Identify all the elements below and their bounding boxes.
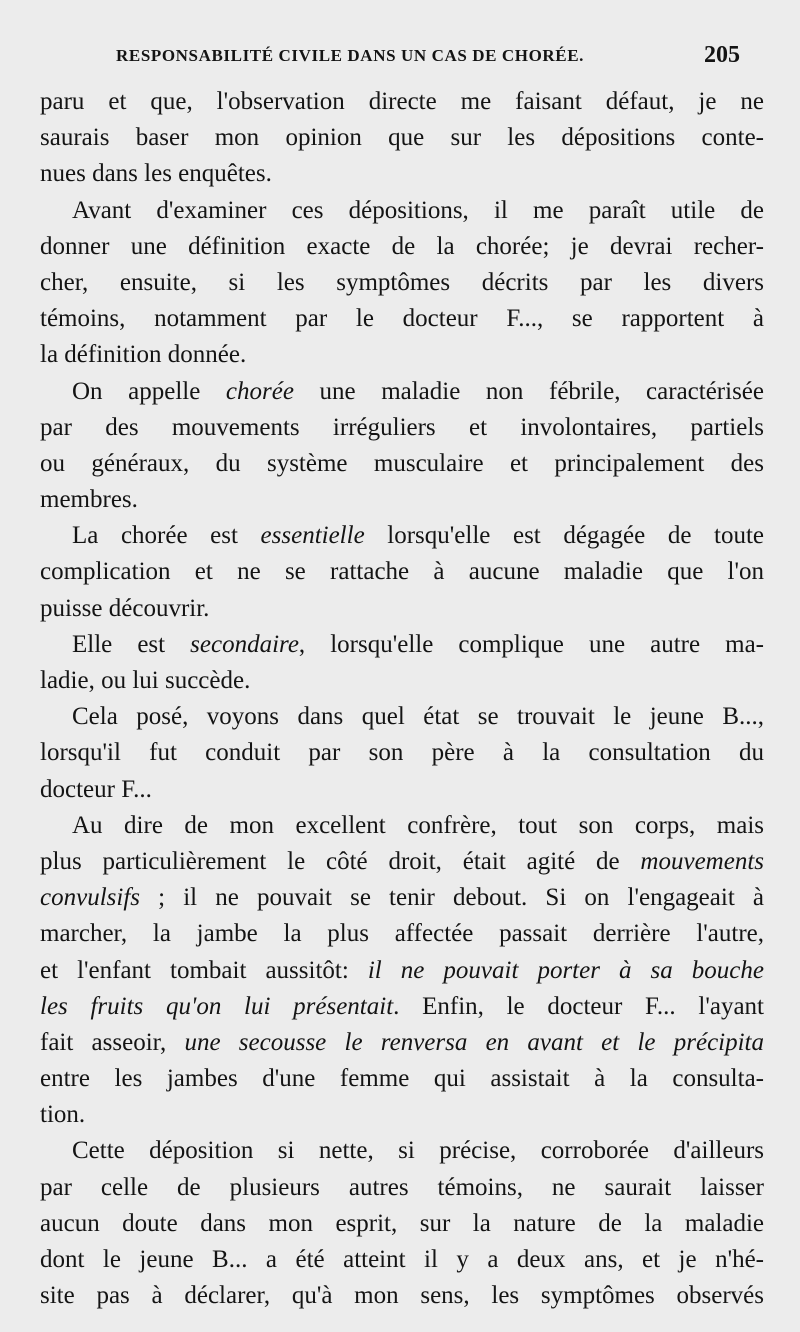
text-line: et l'enfant tombait aussitôt: il ne pouvait porter à sa bouche [40,956,764,984]
text-line: paru et que, l'observation directe me faisant défaut, je ne [40,88,764,115]
text-line: cher, ensuite, si les symptômes décrits par les divers [40,268,764,296]
running-title: RESPONSABILITÉ CIVILE DANS UN CAS DE CHORÉE. [116,46,585,65]
text-line: dont le jeune B... a été atteint il y a deux ans, et je n'hé- [40,1246,764,1273]
text-line: entre les jambes d'une femme qui assistait à la consulta- [40,1065,764,1093]
text-line: puisse découvrir. [40,594,210,622]
text-line: donner une définition exacte de la chorée; je devrai recher- [40,232,764,260]
text-line: lorsqu'il fut conduit par son père à la consultation du [40,739,764,767]
page-number: 205 [704,42,740,68]
text-line: plus particulièrement le côté droit, était agité de mouvements [40,847,764,875]
text-line: Cela posé, voyons dans quel état se trouvait le jeune B..., [72,703,764,731]
text-line: par celle de plusieurs autres témoins, ne saurait laisser [40,1173,764,1201]
text-line: On appelle chorée une maladie non fébrile, caractérisée [72,377,765,405]
text-line: aucun doute dans mon esprit, sur la nature de la maladie [40,1209,764,1237]
text-line: Elle est secondaire, lorsqu'elle complique une autre ma- [72,630,765,658]
text-line: complication et ne se rattache à aucune maladie que l'on [40,558,764,586]
text-line: Cette déposition si nette, si précise, corroborée d'ailleurs [72,1137,764,1165]
text-line: convulsifs ; il ne pouvait se tenir debout. Si on l'engageait à [40,884,764,912]
text-line: fait asseoir, une secousse le renversa en avant et le précipita [40,1028,764,1056]
text-line: saurais baser mon opinion que sur les dépositions conte- [40,124,764,152]
text-line: Avant d'examiner ces dépositions, il me paraît utile de [72,196,764,224]
text-line: La chorée est essentielle lorsqu'elle est dégagée de toute [72,522,764,550]
text-line: membres. [40,486,138,514]
text-line: ou généraux, du système musculaire et principalement des [40,449,764,477]
text-line: la définition donnée. [40,341,247,369]
text-line: les fruits qu'on lui présentait. Enfin, le docteur F... l'ayant [40,992,764,1020]
text-line: Au dire de mon excellent confrère, tout son corps, mais [72,811,764,839]
text-line: nues dans les enquêtes. [40,160,272,188]
text-line: site pas à déclarer, qu'à mon sens, les symptômes observés [40,1282,764,1310]
text-line: marcher, la jambe la plus affectée passait derrière l'autre, [40,920,764,948]
text-line: ladie, ou lui succède. [40,667,251,694]
text-line: par des mouvements irréguliers et involontaires, partiels [40,413,764,441]
text-line: témoins, notamment par le docteur F..., se rapportent à [40,305,764,333]
text-line: docteur F... [40,775,152,803]
page-header [116,42,740,72]
body-text [40,84,764,1314]
text-line: tion. [40,1101,86,1129]
